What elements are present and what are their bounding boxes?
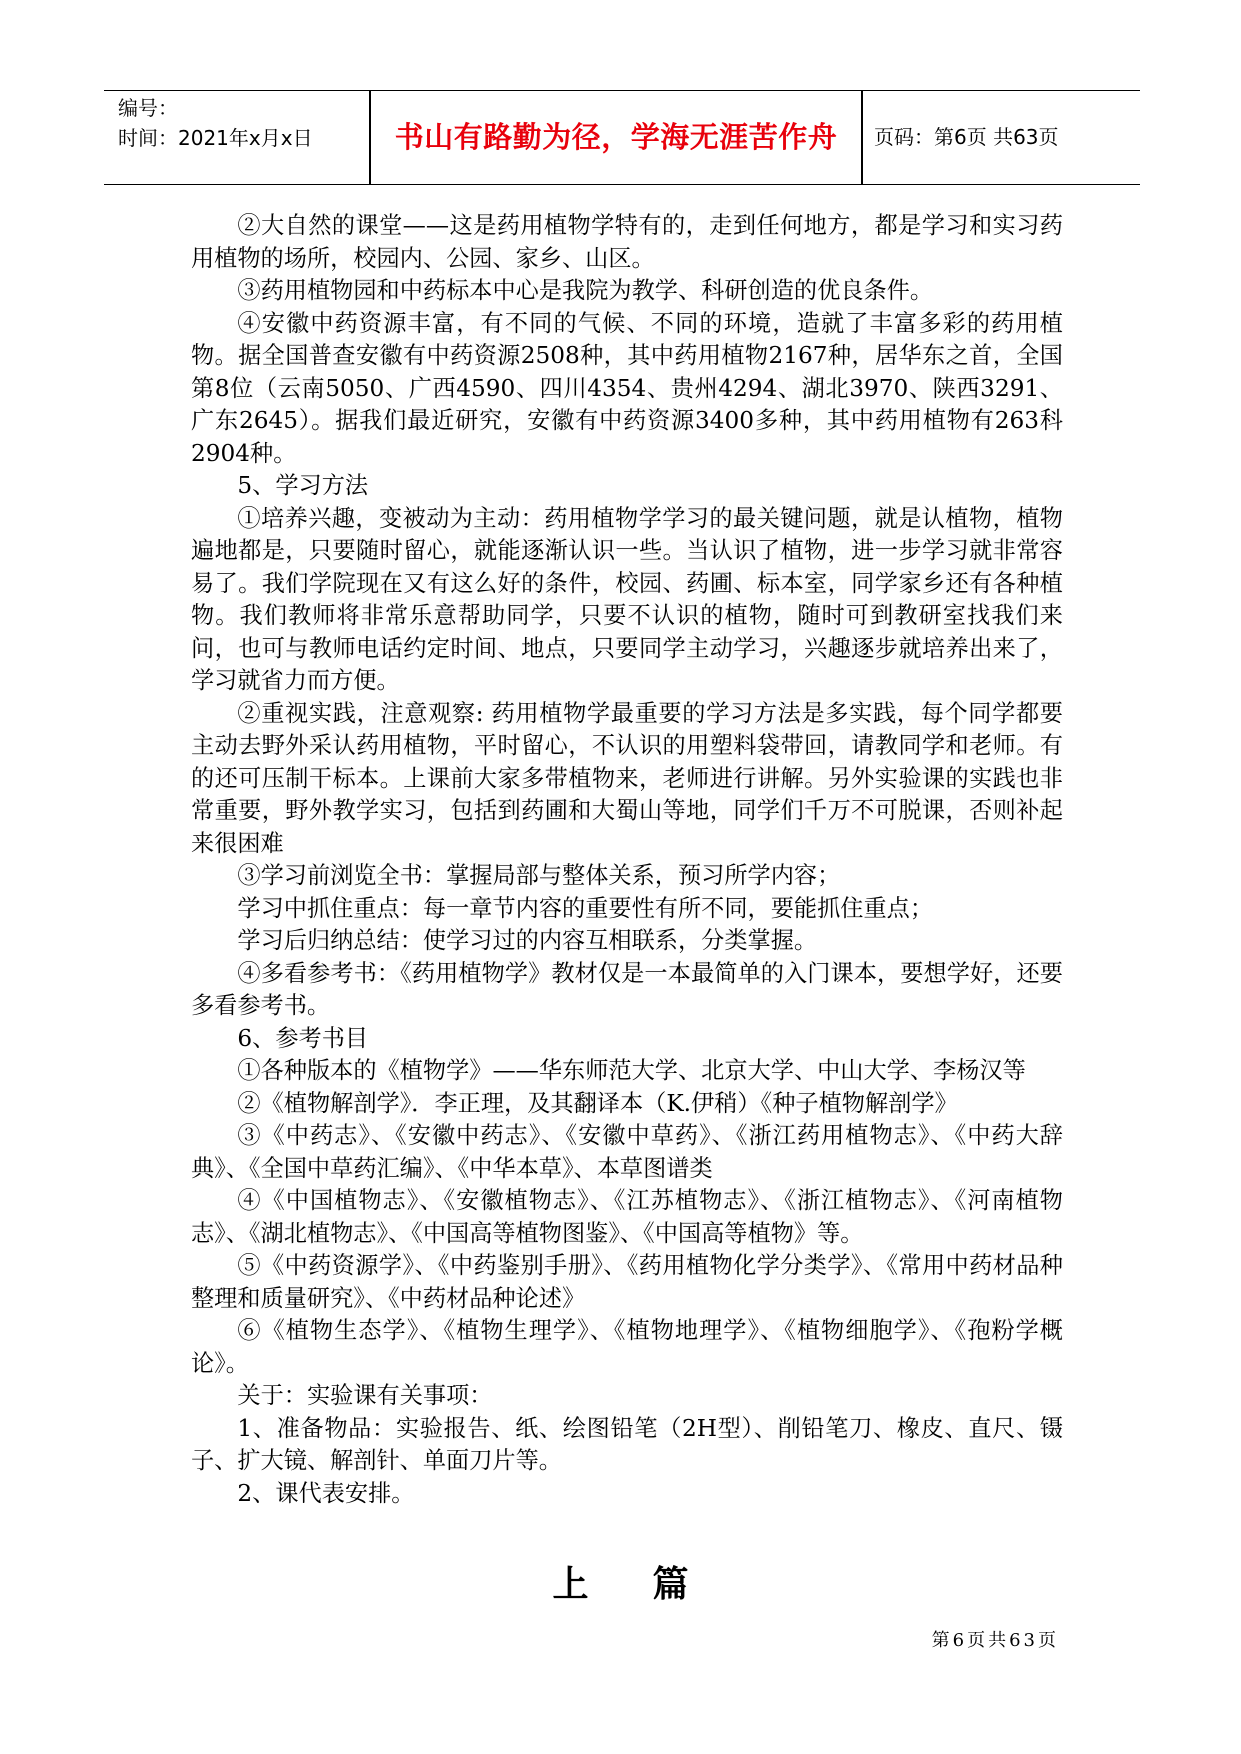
paragraph: ③《中药志》、《安徽中药志》、《安徽中草药》、《浙江药用植物志》、《中药大辞典》、《全国中草药汇编》、《中华本草》、本草图谱类: [191, 1122, 1063, 1182]
section-heading: 6、参考书目: [237, 1024, 369, 1052]
paragraph: ①培养兴趣，变被动为主动：药用植物学学习的最关键问题，就是认植物，植物遍地都是，只要随时留心，就能逐渐认识一些。当认识了植物，进一步学习就非常容易了。我们学院现在又有这么好的条件，校园、药圃、标本室，同学家乡还有各种植物。我们教师将非常乐意帮助同学，只要不认识的植物，随时可到教研室找我们来问，也可与教师电话约定时间、地点，只要同学主动学习，兴趣逐步就培养出来了，学习就省力而方便。: [191, 504, 1063, 694]
paragraph: 关于：实验课有关事项：: [237, 1382, 493, 1409]
paragraph: ⑥《植物生态学》、《植物生理学》、《植物地理学》、《植物细胞学》、《孢粉学概论》。: [191, 1317, 1063, 1377]
paragraph: ④多看参考书：《药用植物学》教材仅是一本最简单的入门课本，要想学好，还要多看参考书。: [191, 959, 1063, 1019]
header-motto: 书山有路勤为径，学海无涯苦作舟: [394, 120, 838, 154]
header-meta: [118, 93, 368, 153]
section-heading: 5、学习方法: [237, 472, 369, 499]
paragraph: 学习后归纳总结：使学习过的内容互相联系，分类掌握。: [237, 927, 818, 954]
paragraph: ⑤《中药资源学》、《中药鉴别手册》、《药用植物化学分类学》、《常用中药材品种整理和质量研究》、《中药材品种论述》: [191, 1252, 1063, 1312]
paragraph: ②大自然的课堂——这是药用植物学特有的，走到任何地方，都是学习和实习药用植物的场所，校园内、公园、家乡、山区。: [191, 212, 1063, 272]
paragraph: 学习中抓住重点：每一章节内容的重要性有所不同，要能抓住重点；: [237, 894, 934, 922]
paragraph: ③药用植物园和中药标本中心是我院为教学、科研创造的优良条件。: [237, 277, 934, 304]
header-number-label: 编号：: [118, 96, 178, 120]
header-time-label: 时间：2021年x月x日: [118, 126, 313, 150]
document-body: [191, 210, 1063, 1510]
header-page-info: 页码：第6页 共63页: [874, 125, 1059, 149]
header-divider: [369, 91, 371, 184]
paragraph: ④《中国植物志》、《安徽植物志》、《江苏植物志》、《浙江植物志》、《河南植物志》、《湖北植物志》、《中国高等植物图鉴》、《中国高等植物》等。: [191, 1187, 1063, 1247]
paragraph: ②《植物解剖学》．李正理，及其翻译本（K.伊稍）《种子植物解剖学》: [237, 1089, 958, 1117]
paragraph: 1、准备物品：实验报告、纸、绘图铅笔（2H型）、削铅笔刀、橡皮、直尺、镊子、扩大镜、解剖针、单面刀片等。: [191, 1414, 1063, 1474]
paragraph: ④安徽中药资源丰富，有不同的气候、不同的环境，造就了丰富多彩的药用植物。据全国普查安徽有中药资源2508种，其中药用植物2167种，居华东之首，全国第8位（云南5050、广西4590、四川4354、贵州4294、湖北3970、陕西3291、广东2645）。据我们最近研究，安徽有中药资源3400多种，其中药用植物有263科2904种。: [191, 309, 1063, 467]
page-header: [104, 90, 1140, 185]
paragraph: ②重视实践，注意观察: 药用植物学最重要的学习方法是多实践，每个同学都要主动去野外采认药用植物，平时留心，不认识的用塑料袋带回，请教同学和老师。有的还可压制干标本。上课前大家多带植物来，老师进行讲解。另外实验课的实践也非常重要，野外教学实习，包括到药圃和大蜀山等地，同学们千万不可脱课，否则补起来很困难: [191, 699, 1063, 857]
page-footer: 第6页共63页: [931, 1630, 1059, 1651]
paragraph: ①各种版本的《植物学》——华东师范大学、北京大学、中山大学、李杨汉等: [237, 1057, 1026, 1084]
header-divider: [861, 91, 863, 184]
section-title: 上篇: [552, 1564, 753, 1605]
paragraph: 2、课代表安排。: [237, 1479, 415, 1507]
paragraph: ③学习前浏览全书：掌握局部与整体关系，预习所学内容；: [237, 862, 841, 889]
